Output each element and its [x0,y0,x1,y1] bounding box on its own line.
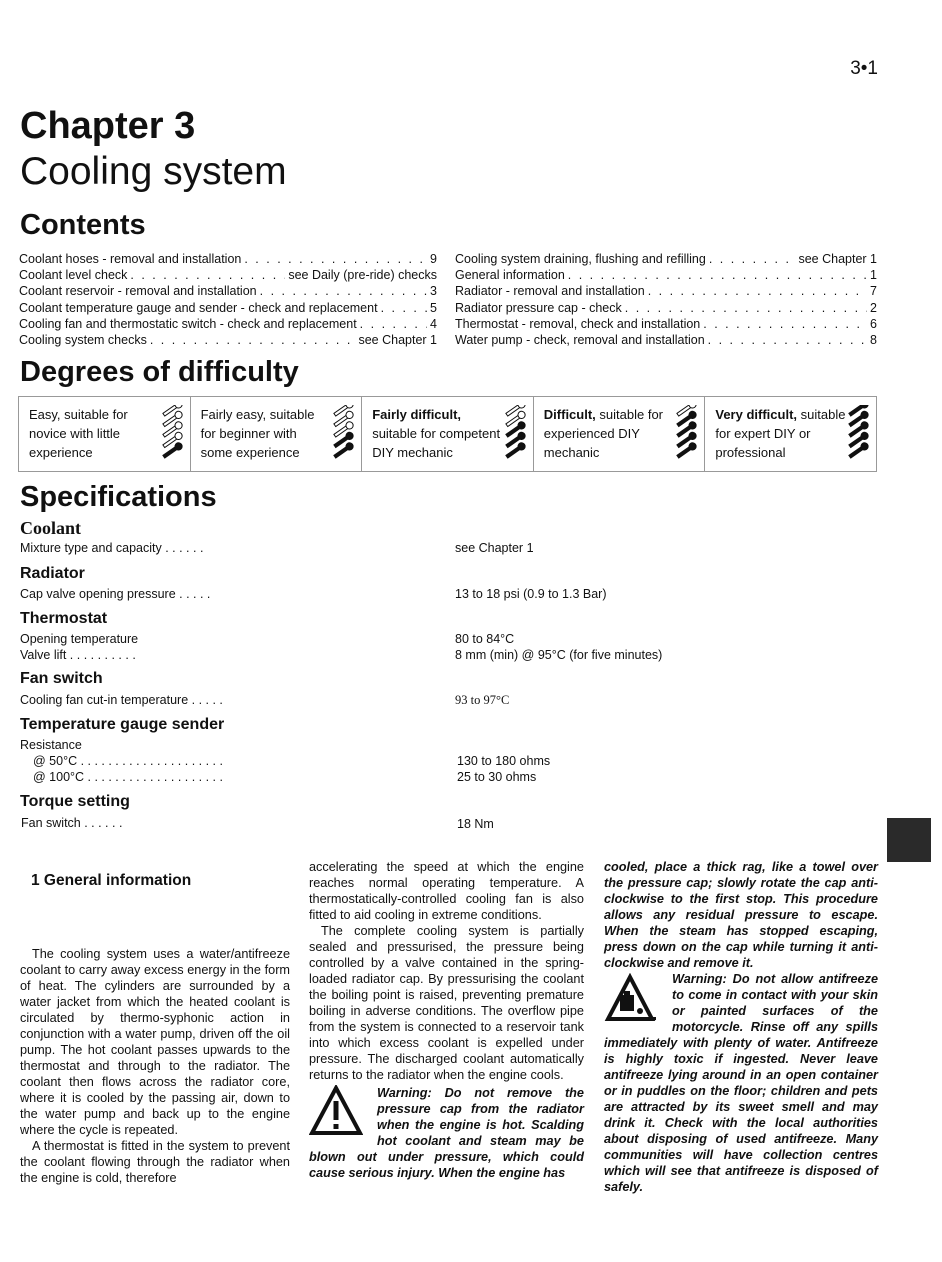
wrench-icon [846,405,870,463]
spec-label: Cap valve opening pressure . . . . . [20,587,211,601]
spec-label: Resistance [20,738,82,752]
chapter-title: Chapter 3 [20,105,196,147]
spec-label: Opening temperature [20,632,139,646]
toc-item[interactable]: Radiator - removal and installation . . . 7 [455,283,877,299]
spec-fan-switch-heading: Fan switch [20,670,103,687]
spec-value: 18 Nm [457,817,494,831]
warning-box: Warning: Do not allow antifreeze to come in contact with your skin or painted surfaces of the motorcycle. Rinse off any spills immediately with plenty of water. Antifreeze is highly toxic if ingested. Never leave antifreeze lying around in an open container or in puddles on the floor; children and pets are attracted by its sweet smell and may drink it. Check with the local authorities about disposing of used antifreeze. Many communities will have collection centres which will see that antifreeze is disposed of safely. [604,972,878,1194]
contents-right [455,251,877,348]
spec-label: Cooling fan cut-in temperature . . . . . [20,693,223,707]
warning-antifreeze-icon [604,973,660,1023]
contents-heading: Contents [20,209,146,241]
paragraph: The complete cooling system is partially sealed and pressurised, the pressure being controlled by a valve contained in the spring-loaded radiator cap. By pressurising the coolant the boiling point is raised, preventing premature boiling in adverse conditions. The overflow pipe from the system is connected to a reservoir tank into which excess coolant is expelled under pressure. The discharged coolant automatically returns to the radiator when the engine cools. [309,924,584,1082]
wrench-icon [674,405,698,463]
spec-torque-heading: Torque setting [20,793,130,810]
spec-value: see Chapter 1 [455,541,534,555]
spec-label: Valve lift . . . . . . . . . . [20,648,136,662]
paragraph: cooled, place a thick rag, like a towel over the pressure cap; slowly rotate the cap anti-clockwise to the first stop. This procedure allows any residual pressure to escape. When the steam has stopped escaping, press down on the cap while turning it anti-clockwise and remove it. [604,860,878,970]
toc-item[interactable]: Cooling system checks . . . see Chapter 1 [19,332,437,348]
toc-item[interactable]: Thermostat - removal, check and installation . . . 6 [455,316,877,332]
spec-coolant-heading: Coolant [20,518,82,538]
warning-triangle-icon [309,1085,363,1137]
spec-label: @ 50°C . . . . . . . . . . . . . . . . . . . . . [33,754,223,768]
difficulty-level-5: Very difficult, suitable for expert DIY or professional [705,397,876,471]
wrench-icon [331,405,355,463]
difficulty-table [18,396,877,472]
toc-item[interactable]: Coolant hoses - removal and installation . . . 9 [19,251,437,267]
spec-value: 93 to 97°C [455,693,510,707]
difficulty-level-2: Fairly easy, suitable for beginner with some experience [191,397,363,471]
general-info-heading: 1 General information [31,872,192,889]
spec-value: 25 to 30 ohms [457,770,537,784]
column-3 [604,859,878,1195]
specifications-heading: Specifications [20,481,217,513]
toc-item[interactable]: General information . . . 1 [455,267,877,283]
page-number: 3•1 [850,58,878,79]
wrench-icon [503,405,527,463]
paragraph: A thermostat is fitted in the system to prevent the coolant flowing through the radiator when the engine is cold, therefore [20,1139,290,1185]
chapter-subtitle: Cooling system [20,150,287,193]
spec-label: Mixture type and capacity . . . . . . [20,541,204,555]
toc-item[interactable]: Coolant level check . . . see Daily (pre-ride) checks [19,267,437,283]
difficulty-level-3: Fairly difficult, suitable for competent DIY mechanic [362,397,534,471]
toc-item[interactable]: Cooling system draining, flushing and refilling . . . see Chapter 1 [455,251,877,267]
warning-box: Warning: Do not remove the pressure cap from the radiator when the engine is hot. Scalding hot coolant and steam may be blown out under pressure, which could cause serious injury. When the engine has [309,1086,584,1180]
toc-item[interactable]: Coolant reservoir - removal and installation . . . 3 [19,283,437,299]
spec-thermostat-heading: Thermostat [20,610,108,627]
column-1 [20,946,290,1186]
paragraph: The cooling system uses a water/antifreeze coolant to carry away excess energy in the form of heat. The cylinders are surrounded by a water jacket from which the heated coolant is circulated by thermo-syphonic action in conjunction with a water pump, driven off the oil pump. The hot coolant passes upwards to the thermostat and through to the radiator. The coolant then flows across the radiator core, where it is cooled by the passing air, down to the water pump and back up to the engine where the cycle is repeated. [20,947,290,1137]
paragraph: accelerating the speed at which the engine reaches normal operating temperature. A thermostatically-controlled cooling fan is also fitted to aid cooling in extreme conditions. [309,860,584,922]
column-2 [309,859,584,1181]
difficulty-heading: Degrees of difficulty [20,356,299,388]
toc-item[interactable]: Radiator pressure cap - check . . . 2 [455,300,877,316]
toc-item[interactable]: Water pump - check, removal and installation . . . 8 [455,332,877,348]
spec-label: @ 100°C . . . . . . . . . . . . . . . . . . . . [33,770,223,784]
spec-sender-heading: Temperature gauge sender [20,716,225,733]
spec-value: 80 to 84°C [455,632,515,646]
difficulty-level-1: Easy, suitable for novice with little experience [19,397,191,471]
spec-value: 130 to 180 ohms [457,754,551,768]
difficulty-level-4: Difficult, suitable for experienced DIY mechanic [534,397,706,471]
chapter-tab-marker [887,818,931,862]
spec-value: 8 mm (min) @ 95°C (for five minutes) [455,648,663,662]
spec-radiator-heading: Radiator [20,565,85,582]
spec-label: Fan switch . . . . . . [21,816,123,830]
wrench-icon [160,405,184,463]
toc-item[interactable]: Cooling fan and thermostatic switch - check and replacement . . . 4 [19,316,437,332]
toc-item[interactable]: Coolant temperature gauge and sender - check and replacement . . . 5 [19,300,437,316]
spec-value: 13 to 18 psi (0.9 to 1.3 Bar) [455,587,607,601]
contents-left [19,251,437,348]
